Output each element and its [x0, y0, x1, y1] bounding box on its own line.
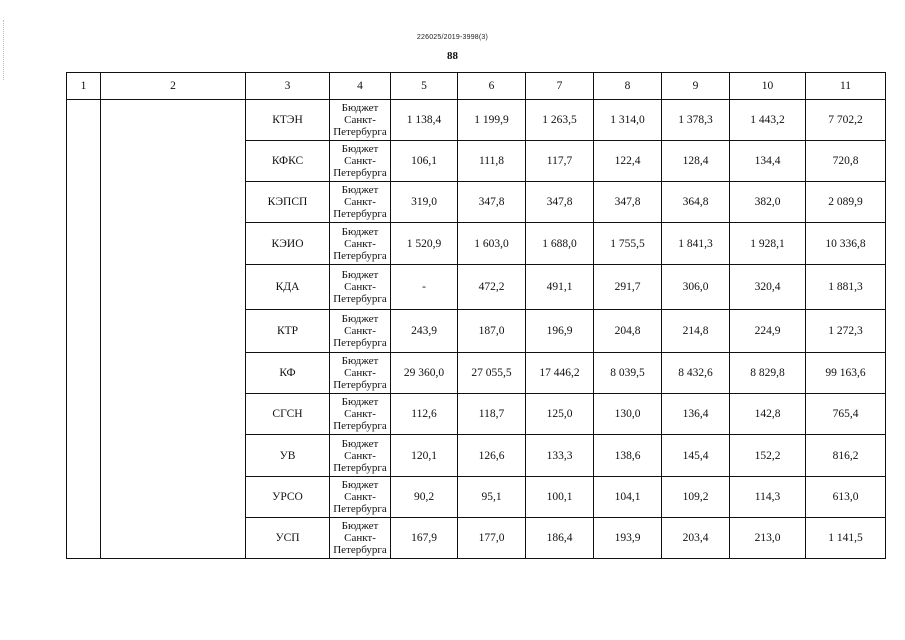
funding-source-line: Санкт- [344, 281, 376, 293]
year-value-cell: 204,8 [594, 310, 662, 353]
year-value-cell: 8 829,8 [730, 353, 806, 394]
column-number: 7 [526, 73, 594, 100]
funding-source-line: Санкт- [344, 325, 376, 337]
funding-source-line: Санкт- [344, 196, 376, 208]
year-value-cell: 95,1 [458, 477, 526, 518]
funding-source-cell [330, 223, 391, 265]
funding-source-cell [330, 394, 391, 435]
year-value-cell: 224,9 [730, 310, 806, 353]
funding-source-line: Петербурга [333, 420, 387, 432]
year-value-cell: 17 446,2 [526, 353, 594, 394]
org-code-cell: КТР [246, 310, 330, 353]
funding-source-cell [330, 182, 391, 223]
funding-source-cell [330, 141, 391, 182]
year-value-cell: 145,4 [662, 435, 730, 477]
document-stamp: 226025/2019-3998(3) [416, 34, 489, 41]
year-value-cell: 114,3 [730, 477, 806, 518]
funding-source-line: Петербурга [333, 379, 387, 391]
year-value-cell: 109,2 [662, 477, 730, 518]
year-value-cell: 133,3 [526, 435, 594, 477]
column-number: 1 [67, 73, 101, 100]
year-value-cell: 213,0 [730, 518, 806, 559]
column-number-row [67, 73, 886, 100]
year-value-cell: 319,0 [391, 182, 458, 223]
year-value-cell: 134,4 [730, 141, 806, 182]
year-value-cell: 347,8 [458, 182, 526, 223]
org-code-cell: СГСН [246, 394, 330, 435]
year-value-cell: 118,7 [458, 394, 526, 435]
funding-source-line: Бюджет [341, 479, 379, 491]
funding-source-line: Санкт- [344, 449, 376, 462]
funding-source-line: Бюджет [341, 355, 379, 367]
column-number: 4 [330, 73, 391, 100]
funding-source-line: Санкт- [344, 155, 376, 167]
year-value-cell: 196,9 [526, 310, 594, 353]
funding-source-line: Бюджет [341, 520, 379, 532]
total-value-cell: 1 881,3 [806, 265, 886, 310]
funding-source-line: Санкт- [344, 367, 376, 379]
total-value-cell: 720,8 [806, 141, 886, 182]
year-value-cell: 320,4 [730, 265, 806, 310]
column-number: 2 [101, 73, 246, 100]
year-value-cell: 382,0 [730, 182, 806, 223]
total-value-cell: 10 336,8 [806, 223, 886, 265]
funding-source-line: Бюджет [341, 225, 379, 238]
total-value-cell: 1 272,3 [806, 310, 886, 353]
year-value-cell: 8 039,5 [594, 353, 662, 394]
year-value-cell: 111,8 [458, 141, 526, 182]
year-value-cell: 104,1 [594, 477, 662, 518]
year-value-cell: 1 688,0 [526, 223, 594, 265]
org-code-cell: КТЭН [246, 100, 330, 141]
funding-source-cell [330, 353, 391, 394]
year-value-cell: 112,6 [391, 394, 458, 435]
year-value-cell: 29 360,0 [391, 353, 458, 394]
year-value-cell: 138,6 [594, 435, 662, 477]
year-value-cell: 491,1 [526, 265, 594, 310]
year-value-cell: 203,4 [662, 518, 730, 559]
year-value-cell: 347,8 [526, 182, 594, 223]
funding-source-line: Бюджет [341, 313, 379, 325]
year-value-cell: 90,2 [391, 477, 458, 518]
col1-empty-cell [67, 100, 101, 559]
column-number: 3 [246, 73, 330, 100]
year-value-cell: 1 314,0 [594, 100, 662, 141]
year-value-cell: 364,8 [662, 182, 730, 223]
year-value-cell: 214,8 [662, 310, 730, 353]
year-value-cell: 1 138,4 [391, 100, 458, 141]
funding-source-line: Санкт- [344, 408, 376, 420]
total-value-cell: 816,2 [806, 435, 886, 477]
year-value-cell: 1 928,1 [730, 223, 806, 265]
org-code-cell: КФКС [246, 141, 330, 182]
funding-source-line: Петербурга [333, 167, 387, 179]
year-value-cell: 193,9 [594, 518, 662, 559]
year-value-cell: 1 378,3 [662, 100, 730, 141]
year-value-cell: 1 755,5 [594, 223, 662, 265]
funding-source-line: Санкт- [344, 532, 376, 544]
funding-source-line: Петербурга [333, 337, 387, 349]
year-value-cell: 1 263,5 [526, 100, 594, 141]
total-value-cell: 613,0 [806, 477, 886, 518]
year-value-cell: 125,0 [526, 394, 594, 435]
funding-source-line: Петербурга [333, 249, 387, 262]
org-code-cell: КДА [246, 265, 330, 310]
year-value-cell: 117,7 [526, 141, 594, 182]
year-value-cell: 291,7 [594, 265, 662, 310]
budget-table [66, 72, 886, 559]
year-value-cell: 122,4 [594, 141, 662, 182]
org-code-cell: КЭПСП [246, 182, 330, 223]
funding-source-cell [330, 435, 391, 477]
total-value-cell: 2 089,9 [806, 182, 886, 223]
year-value-cell: 186,4 [526, 518, 594, 559]
year-value-cell: 243,9 [391, 310, 458, 353]
column-number: 10 [730, 73, 806, 100]
funding-source-line: Петербурга [333, 126, 387, 138]
year-value-cell: 142,8 [730, 394, 806, 435]
total-value-cell: 7 702,2 [806, 100, 886, 141]
year-value-cell: 1 603,0 [458, 223, 526, 265]
year-value-cell: 187,0 [458, 310, 526, 353]
year-value-cell: 27 055,5 [458, 353, 526, 394]
funding-source-line: Бюджет [341, 269, 379, 281]
org-code-cell: КФ [246, 353, 330, 394]
year-value-cell: 136,4 [662, 394, 730, 435]
funding-source-line: Петербурга [333, 544, 387, 556]
year-value-cell: 177,0 [458, 518, 526, 559]
year-value-cell: 1 520,9 [391, 223, 458, 265]
year-value-cell: 306,0 [662, 265, 730, 310]
col2-empty-cell [101, 100, 246, 559]
table-body [67, 73, 886, 559]
funding-source-line: Бюджет [341, 396, 379, 408]
year-value-cell: 128,4 [662, 141, 730, 182]
funding-source-cell [330, 518, 391, 559]
year-value-cell: 167,9 [391, 518, 458, 559]
total-value-cell: 765,4 [806, 394, 886, 435]
funding-source-cell [330, 310, 391, 353]
year-value-cell: 472,2 [458, 265, 526, 310]
table-row [67, 100, 886, 141]
funding-source-line: Петербурга [333, 461, 387, 474]
org-code-cell: УРСО [246, 477, 330, 518]
funding-source-line: Санкт- [344, 114, 376, 126]
column-number: 5 [391, 73, 458, 100]
year-value-cell: 100,1 [526, 477, 594, 518]
year-value-cell: 347,8 [594, 182, 662, 223]
funding-source-cell [330, 100, 391, 141]
org-code-cell: УВ [246, 435, 330, 477]
year-value-cell: 126,6 [458, 435, 526, 477]
year-value-cell: 1 443,2 [730, 100, 806, 141]
funding-source-line: Петербурга [333, 503, 387, 515]
year-value-cell: - [391, 265, 458, 310]
funding-source-line: Петербурга [333, 208, 387, 220]
page-number: 88 [447, 50, 458, 62]
year-value-cell: 1 841,3 [662, 223, 730, 265]
funding-source-cell [330, 265, 391, 310]
funding-source-line: Бюджет [341, 102, 379, 114]
funding-source-line: Бюджет [341, 437, 379, 450]
column-number: 11 [806, 73, 886, 100]
org-code-cell: КЭИО [246, 223, 330, 265]
column-number: 9 [662, 73, 730, 100]
column-number: 8 [594, 73, 662, 100]
year-value-cell: 130,0 [594, 394, 662, 435]
funding-source-line: Бюджет [341, 184, 379, 196]
org-code-cell: УСП [246, 518, 330, 559]
year-value-cell: 106,1 [391, 141, 458, 182]
funding-source-cell [330, 477, 391, 518]
year-value-cell: 8 432,6 [662, 353, 730, 394]
year-value-cell: 1 199,9 [458, 100, 526, 141]
total-value-cell: 1 141,5 [806, 518, 886, 559]
year-value-cell: 120,1 [391, 435, 458, 477]
total-value-cell: 99 163,6 [806, 353, 886, 394]
funding-source-line: Санкт- [344, 237, 376, 250]
funding-source-line: Петербурга [333, 293, 387, 305]
year-value-cell: 152,2 [730, 435, 806, 477]
column-number: 6 [458, 73, 526, 100]
funding-source-line: Санкт- [344, 491, 376, 503]
funding-source-line: Бюджет [341, 143, 379, 155]
